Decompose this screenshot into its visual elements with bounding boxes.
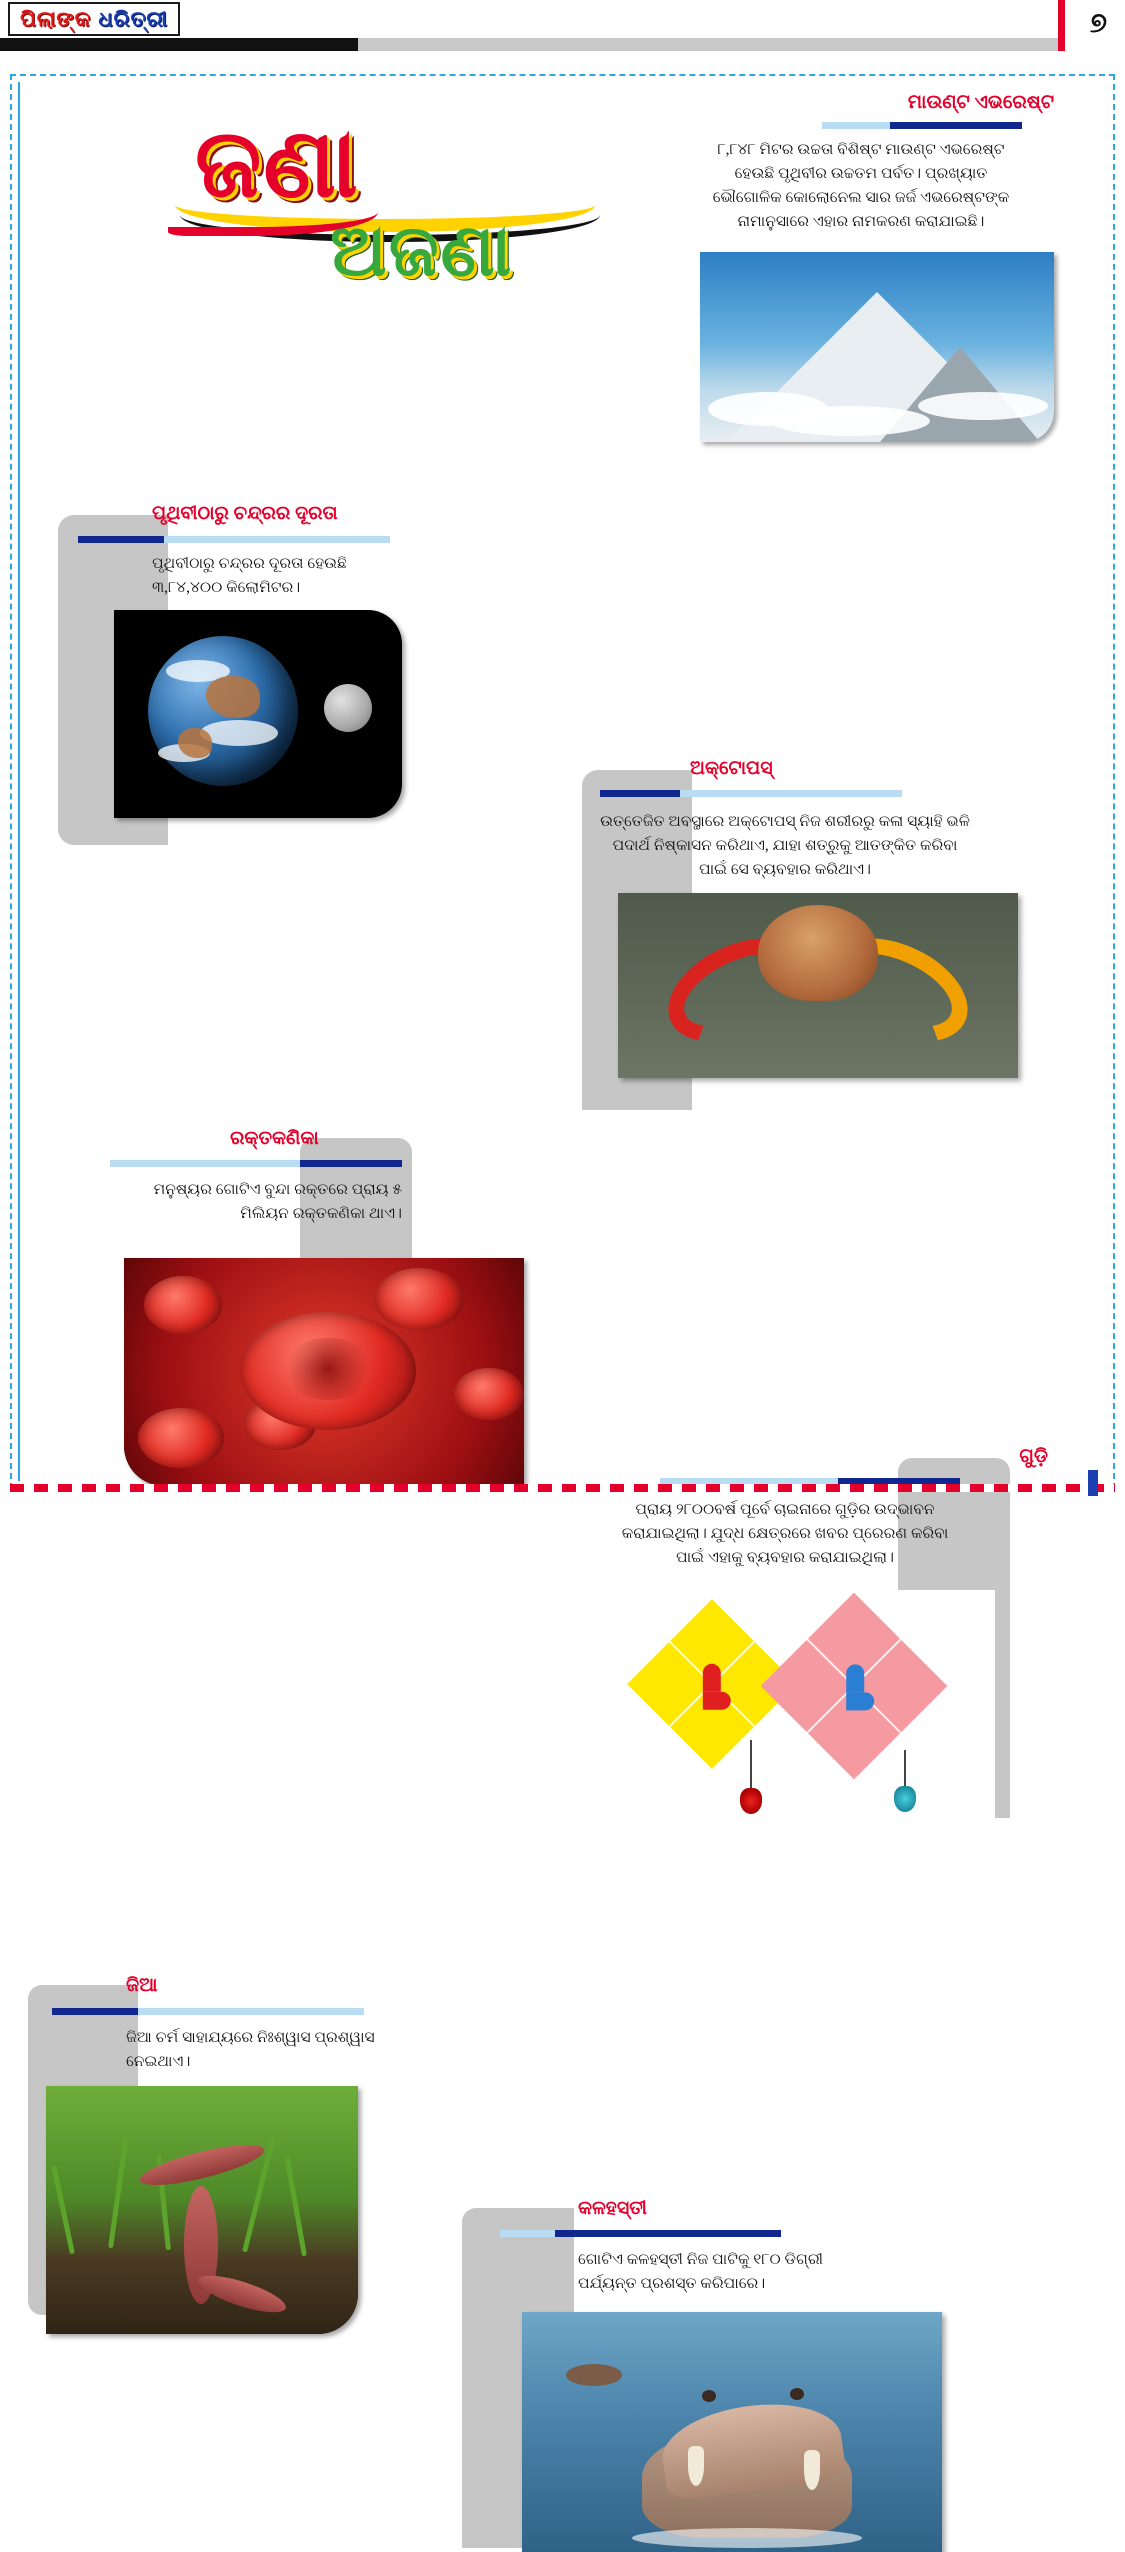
earthworm-photo xyxy=(46,2086,358,2334)
page-number: ୭ xyxy=(1089,8,1107,39)
masthead xyxy=(0,0,1125,52)
masthead-black-bar xyxy=(0,38,358,51)
card-title-blood-cells: ରକ୍ତକଣିକା xyxy=(230,1128,319,1149)
logo-text-part2: ଧରିତ୍ରୀ xyxy=(98,6,168,31)
kite-tassel-red xyxy=(740,1788,762,1814)
hippo-eye-left xyxy=(702,2390,716,2402)
page-title-line2: ଅଜଣା xyxy=(330,211,514,291)
card-title-kite: ଗୁଡ଼ି xyxy=(1019,1446,1048,1467)
hippo-eye-right xyxy=(790,2388,804,2400)
kites-photo xyxy=(620,1590,995,1820)
card-body-earthworm: ଜିଆ ଚର୍ମ ସାହାଯ୍ୟରେ ନିଃଶ୍ୱାସ ପ୍ରଶ୍ୱାସ ନେଇଥାଏ। xyxy=(126,2029,375,2071)
water-splash xyxy=(632,2528,862,2548)
card-title-everest: ମାଉଣ୍ଟ ଏଭରେଷ୍ଟ xyxy=(907,92,1054,113)
card-title-octopus: ଅକ୍ଟୋପସ୍ xyxy=(690,758,773,779)
page-title-line1: ଜଣା xyxy=(195,110,360,217)
logo-text-part1: ପିଲାଙ୍କ xyxy=(20,6,92,31)
publication-logo xyxy=(8,2,180,36)
page-title-artwork xyxy=(150,100,610,310)
footer-dashed-strip xyxy=(10,1484,1115,1492)
card-body-kite: ପ୍ରାୟ ୨୮୦୦ବର୍ଷ ପୂର୍ବେ ଚାଇନାରେ ଗୁଡ଼ିର ଉଦ୍ଭାବନ କରାଯାଇଥିଲା। ଯୁଦ୍ଧ କ୍ଷେତ୍ରରେ ଖବର ପ୍ରେରଣ କରିବା ପାଇଁ ଏହାକୁ ବ୍ୟବହାର କରାଯାଇଥିଲା। xyxy=(621,1501,949,1567)
hippo-tusk-right xyxy=(804,2450,820,2490)
distant-hippo xyxy=(566,2364,622,2386)
hippopotamus-photo xyxy=(522,2312,942,2552)
kite-pink xyxy=(761,1593,948,1780)
card-title-earth-moon: ପୃଥିବୀଠାରୁ ଚନ୍ଦ୍ରର ଦୂରତା xyxy=(152,503,338,524)
card-rule-dark xyxy=(52,2008,138,2015)
footer-blue-block xyxy=(1088,1470,1098,1496)
masthead-red-bar xyxy=(1058,0,1065,51)
card-body-blood-cells: ମନୁଷ୍ୟର ଗୋଟିଏ ବୁନ୍ଦା ରକ୍ତରେ ପ୍ରାୟ ୫ ମିଲିୟନ ରକ୍ତକଣିକା ଥାଏ। xyxy=(153,1181,402,1223)
card-rule-dark xyxy=(555,2230,781,2237)
masthead-grey-bar xyxy=(358,38,1058,51)
card-body-hippopotamus: ଗୋଟିଏ କଳହସ୍ତୀ ନିଜ ପାଟିକୁ ୧୮୦ ଡିଗ୍ରୀ ପର୍ଯ୍ୟନ୍ତ ପ୍ରଶସ୍ତ କରିପାରେ। xyxy=(578,2251,824,2293)
card-rule-dark xyxy=(890,122,1022,129)
hippo-tusk-left xyxy=(688,2446,704,2486)
kite-tassel-cyan xyxy=(894,1786,916,1812)
card-body-everest: ୮,୮୪୮ ମିଟର ଉଚ୍ଚତା ବିଶିଷ୍ଟ ମାଉଣ୍ଟ ଏଭରେଷ୍ଟ ହେଉଛି ପୃଥିବୀର ଉଚ୍ଚତମ ପର୍ବତ। ପ୍ରଖ୍ୟାତ ଭୌଗୋଳିକ କୋଲୋନେଲ ସାର ଜର୍ଜ ଏଭରେଷ୍ଟଙ୍କ ନାମାନୁସାରେ ଏହାର ନାମକରଣ କରାଯାଇଛି। xyxy=(712,141,1010,231)
card-body-earth-moon: ପୃଥିବୀଠାରୁ ଚନ୍ଦ୍ରର ଦୂରତା ହେଉଛି ୩,୮୪,୪୦୦ କିଲୋମିଟର। xyxy=(152,555,347,597)
card-body-octopus: ଉତ୍ତେଜିତ ଅବସ୍ଥାରେ ଅକ୍ଟୋପସ୍ ନିଜ ଶରୀରରୁ କଳା ସ୍ୟାହି ଭଳି ପଦାର୍ଥ ନିଷ୍କାସନ କରିଥାଏ, ଯାହା ଶତ୍ରୁକୁ ଆତଙ୍କିତ କରିବା ପାଇଁ ସେ ବ୍ୟବହାର କରିଥାଏ। xyxy=(600,813,970,879)
card-rule-light xyxy=(126,2008,364,2015)
card-title-hippopotamus: କଳହସ୍ତୀ xyxy=(578,2198,647,2219)
card-title-earthworm: ଜିଆ xyxy=(126,1975,158,1996)
